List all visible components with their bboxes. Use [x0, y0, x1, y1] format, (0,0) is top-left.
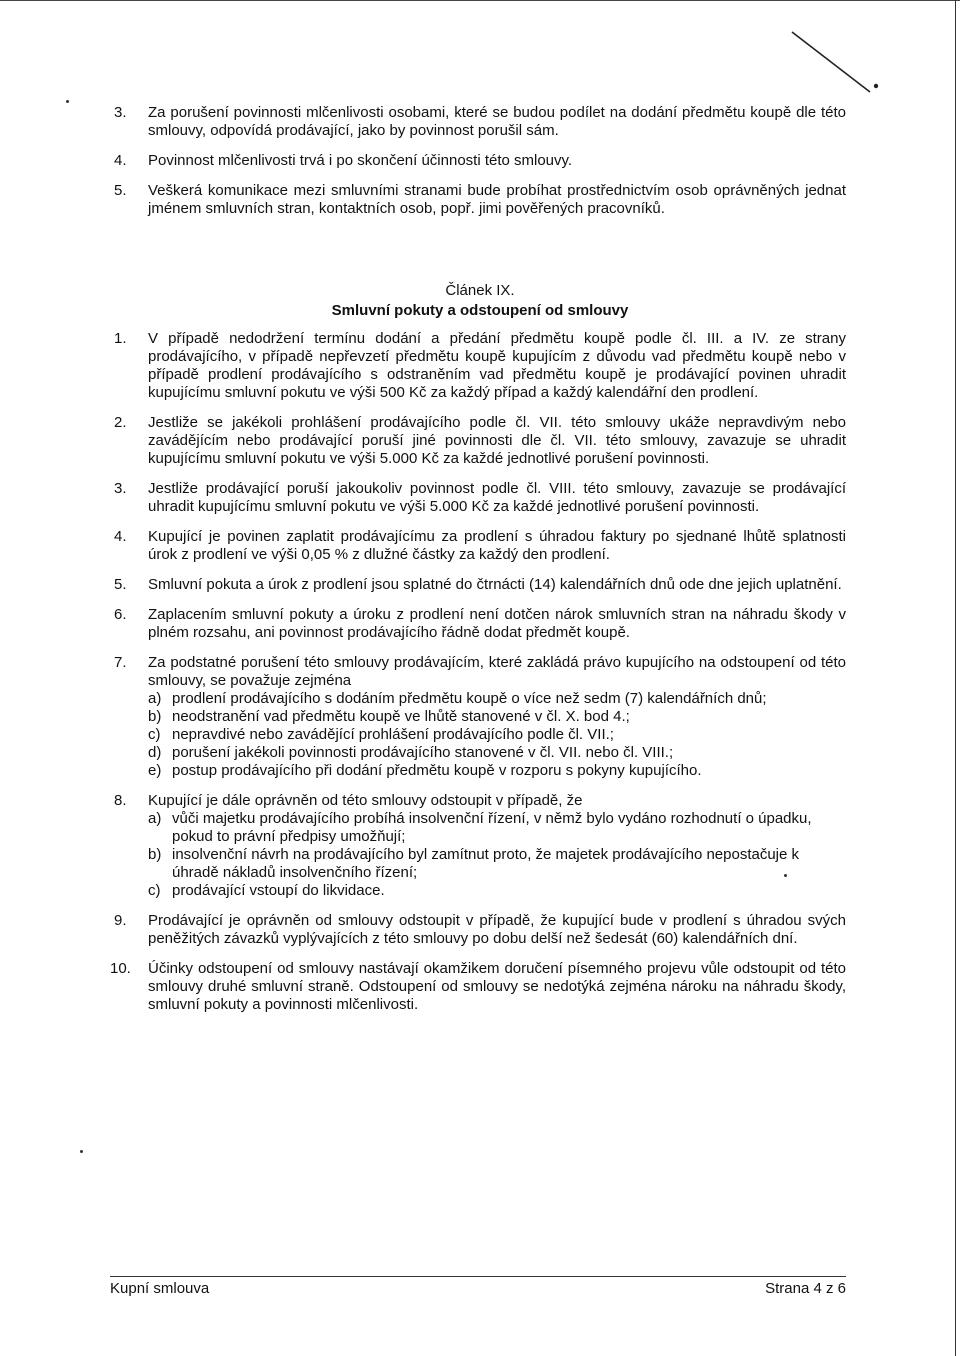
- penalty-clauses: [110, 330, 846, 1014]
- clause-text: Účinky odstoupení od smlouvy nastávají okamžikem doručení písemného projevu vůle odstoupit od této smlouvy druhé smluvní straně. Odstoupení od smlouvy se nedotýká zejména nároku na náhradu škody, smluvní pokuty a povinnosti mlčenlivosti.: [148, 960, 846, 1013]
- clause-number: 8.: [114, 792, 127, 809]
- sub-item-text: nepravdivé nebo zavádějící prohlášení prodávajícího podle čl. VII.;: [172, 726, 614, 743]
- clause-text: Veškerá komunikace mezi smluvními stranami bude probíhat prostřednictvím osob oprávněných jednat jménem smluvních stran, kontaktních osob, popř. jimi pověřených pracovníků.: [148, 182, 846, 217]
- clause-text: Povinnost mlčenlivosti trvá i po skončení účinnosti této smlouvy.: [148, 152, 573, 169]
- confidentiality-clauses: [110, 104, 846, 218]
- sub-item: [148, 690, 846, 708]
- sub-item-text: prodlení prodávajícího s dodáním předmětu koupě o více než sedm (7) kalendářních dnů;: [172, 690, 767, 707]
- clause-number: 5.: [114, 576, 127, 593]
- clause-number: 2.: [114, 414, 127, 431]
- sub-item-letter: d): [148, 744, 162, 761]
- clause-item: [110, 912, 846, 948]
- sub-item-text: porušení jakékoli povinnosti prodávajícího stanovené v čl. VII. nebo čl. VIII.;: [172, 744, 674, 761]
- clause-text: Jestliže se jakékoli prohlášení prodávajícího podle čl. VII. této smlouvy ukáže nepravdivým nebo zavádějícím nebo prodávající poruší jiné povinnosti dle čl. VII. této smlouvy, zavazuje se uhradit kupujícímu smluvní pokutu ve výši 5.000 Kč za každé jednotlivé porušení povinnosti.: [148, 414, 846, 467]
- clause-text: Jestliže prodávající poruší jakoukoliv povinnost podle čl. VIII. této smlouvy, zavazuje se prodávající uhradit kupujícímu smluvní pokutu ve výši 5.000 Kč za každé jednotlivé porušení povinnosti.: [148, 480, 846, 515]
- sub-item-letter: e): [148, 762, 162, 779]
- page-footer: [110, 1276, 846, 1298]
- clause-text: Kupující je povinen zaplatit prodávajícímu za prodlení s úhradou faktury po sjednané lhůtě splatnosti úrok z prodlení ve výši 0,05 % z dlužné částky za každý den prodlení.: [148, 528, 846, 563]
- clause-number: 10.: [110, 960, 131, 977]
- sub-item-letter: c): [148, 882, 161, 899]
- sub-item-letter: a): [148, 810, 162, 827]
- sub-item-text: vůči majetku prodávajícího probíhá insolvenční řízení, v němž bylo vydáno rozhodnutí o úpadku, pokud to právní předpisy umožňují;: [172, 810, 812, 845]
- clause-number: 9.: [114, 912, 127, 929]
- scan-speck: [66, 100, 69, 103]
- clause-text: Za porušení povinnosti mlčenlivosti osobami, které se budou podílet na dodání předmětu koupě dle této smlouvy, odpovídá prodávající, jako by povinnost porušil sám.: [148, 104, 846, 139]
- clause-number: 3.: [114, 480, 127, 497]
- clause-number: 5.: [114, 182, 127, 199]
- sub-item-text: neodstranění vad předmětu koupě ve lhůtě stanovené v čl. X. bod 4.;: [172, 708, 630, 725]
- clause-item: [110, 576, 846, 594]
- sub-item-text: prodávající vstoupí do likvidace.: [172, 882, 385, 899]
- clause-item: [110, 528, 846, 564]
- clause-number: 4.: [114, 528, 127, 545]
- sub-item: [148, 744, 846, 762]
- clause-text: Za podstatné porušení této smlouvy prodávajícím, které zakládá právo kupujícího na odstoupení od této smlouvy, se považuje zejména: [148, 654, 846, 689]
- sub-item-text: postup prodávajícího při dodání předmětu koupě v rozporu s pokyny kupujícího.: [172, 762, 702, 779]
- sub-item-letter: b): [148, 846, 162, 863]
- clause-item: [110, 414, 846, 468]
- clause-text: V případě nedodržení termínu dodání a předání předmětu koupě podle čl. III. a IV. ze strany prodávajícího, v případě nepřevzetí předmětu koupě kupujícím z důvodu vad předmětu koupě nebo v případě prodlení prodávajícího s odstraněním vad předmětu koupě je prodávající povinen uhradit kupujícímu smluvní pokutu ve výši 500 Kč za každý případ a každý kalendářní den prodlení.: [148, 330, 846, 401]
- clause-item: [110, 330, 846, 402]
- scan-edge-right: [955, 0, 956, 1356]
- clause-item: [110, 152, 846, 170]
- clause-number: 1.: [114, 330, 127, 347]
- clause-item: [110, 654, 846, 780]
- clause-text: Zaplacením smluvní pokuty a úroku z prodlení není dotčen nárok smluvních stran na náhradu škody v plném rozsahu, ani povinnost prodávajícího řádně dodat předmět koupě.: [148, 606, 846, 641]
- sub-item: [148, 726, 846, 744]
- clause-item: [110, 104, 846, 140]
- clause-number: 6.: [114, 606, 127, 623]
- clause-text: Prodávající je oprávněn od smlouvy odstoupit v případě, že kupující bude v prodlení s úhradou svých peněžitých závazků vyplývajících z této smlouvy po dobu delší než šedesát (60) kalendářních dní.: [148, 912, 846, 947]
- sub-item: [148, 762, 846, 780]
- sub-item-text: insolvenční návrh na prodávajícího byl zamítnut proto, že majetek prodávajícího nepostačuje k úhradě nákladů insolvenčního řízení;: [172, 846, 800, 881]
- clause-item: [110, 606, 846, 642]
- footer-page-number: Strana 4 z 6: [765, 1280, 846, 1297]
- article-title: Smluvní pokuty a odstoupení od smlouvy: [331, 302, 629, 319]
- clause-number: 3.: [114, 104, 127, 121]
- handwritten-stroke-mark: [790, 0, 910, 95]
- sub-item-letter: c): [148, 726, 161, 743]
- scan-speck: [80, 1150, 83, 1153]
- sub-item: [148, 708, 846, 726]
- clause-number: 7.: [114, 654, 127, 671]
- clause-item: [110, 792, 846, 900]
- clause-number: 4.: [114, 152, 127, 169]
- sub-item: [148, 846, 846, 882]
- sub-item: [148, 810, 846, 846]
- footer-document-name: Kupní smlouva: [110, 1280, 210, 1297]
- sub-item-letter: a): [148, 690, 162, 707]
- sub-item-letter: b): [148, 708, 162, 725]
- clause-text: Kupující je dále oprávněn od této smlouvy odstoupit v případě, že: [148, 792, 583, 809]
- clause-item: [110, 960, 846, 1014]
- article-number: Článek IX.: [445, 282, 515, 299]
- clause-text: Smluvní pokuta a úrok z prodlení jsou splatné do čtrnácti (14) kalendářních dnů ode dne jejich uplatnění.: [148, 576, 842, 593]
- clause-item: [110, 480, 846, 516]
- sub-item: [148, 882, 846, 900]
- clause-item: [110, 182, 846, 218]
